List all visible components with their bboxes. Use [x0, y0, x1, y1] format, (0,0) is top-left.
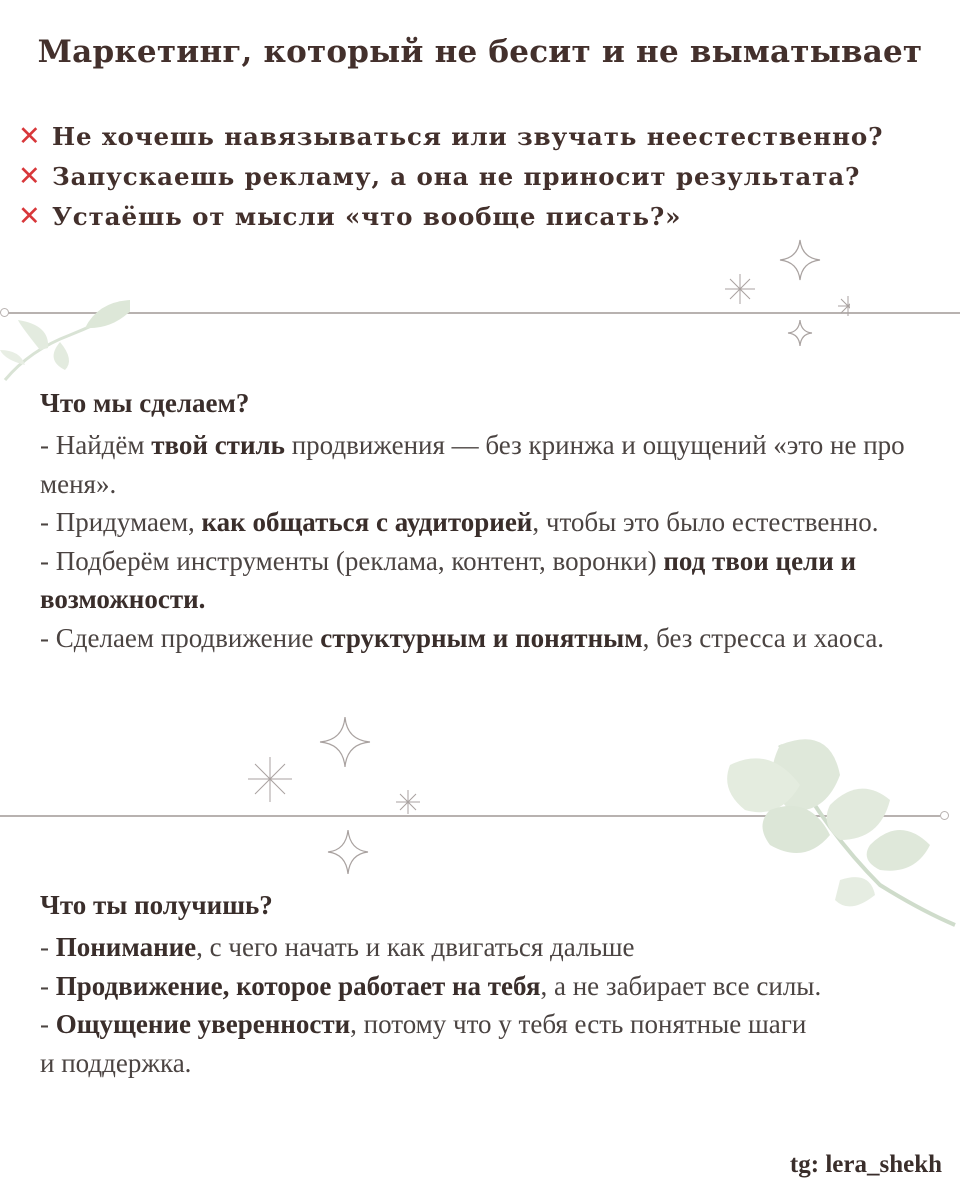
list-item: - Подберём инструменты (реклама, контент, воронки) под твои цели и возможности.: [40, 545, 857, 614]
pain-point-text: Устаёшь от мысли «что вообще писать?»: [52, 201, 682, 231]
section-list: [40, 928, 920, 1082]
sparkle-icon: [720, 232, 850, 362]
list-item: - Понимание, с чего начать и как двигаться дальше: [40, 932, 635, 962]
cross-mark-icon: ✕: [18, 120, 42, 152]
pain-point-item: [18, 196, 883, 236]
list-item: - Найдём твой стиль продвижения — без кринжа и ощущений «это не про меня».: [40, 430, 905, 499]
pain-point-text: Не хочешь навязываться или звучать неестественно?: [52, 121, 884, 151]
section-list: [40, 426, 940, 657]
section-heading: Что мы сделаем?: [40, 388, 250, 418]
cross-mark-icon: ✕: [18, 200, 42, 232]
section-heading: Что ты получишь?: [40, 890, 273, 920]
pain-point-item: [18, 156, 883, 196]
telegram-handle: tg: lera_shekh: [789, 1151, 942, 1178]
pain-points-list: [18, 116, 883, 236]
list-item: - Ощущение уверенности, потому что у тебя есть понятные шаги и поддержка.: [40, 1009, 807, 1078]
list-item: - Продвижение, которое работает на тебя, а не забирает все силы.: [40, 970, 822, 1001]
pain-point-text: Запускаешь рекламу, а она не приносит результата?: [52, 161, 861, 191]
sparkle-icon: [240, 712, 440, 877]
page-title: Маркетинг, который не бесит и не выматывает: [37, 34, 923, 70]
list-item: - Сделаем продвижение структурным и понятным, без стресса и хаоса.: [40, 622, 885, 653]
cross-mark-icon: ✕: [18, 160, 42, 192]
leaf-branch-icon: [710, 705, 960, 935]
list-item: - Придумаем, как общаться с аудиторией, чтобы это было естественно.: [40, 507, 879, 537]
pain-point-item: [18, 116, 883, 156]
leaf-branch-icon: [0, 290, 130, 385]
